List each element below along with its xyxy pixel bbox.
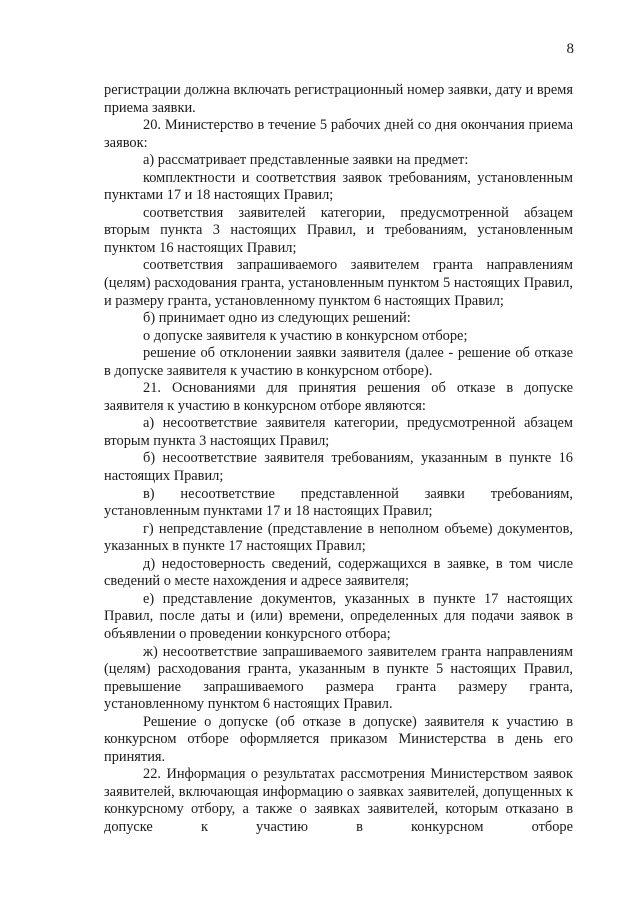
paragraph: соответствия запрашиваемого заявителем гранта направлениям (целям) расходования гранта, установленным пунктом 5 настоящих Правил, и размеру гранта, установленному пунктом 6 настоящих Правил; [104, 257, 573, 309]
paragraph: ж) несоответствие запрашиваемого заявителем гранта направлениям (целям) расходования гранта, указанным в пункте 5 настоящих Правил, превышение запрашиваемого размера гранта размеру гранта, установленному пунктом 6 настоящих Правил. [104, 643, 573, 713]
page-number: 8 [566, 41, 574, 57]
paragraph: регистрации должна включать регистрационный номер заявки, дату и время приема заявки. [104, 82, 573, 116]
paragraph: б) принимает одно из следующих решений: [143, 310, 411, 327]
paragraph: а) рассматривает представленные заявки на предмет: [143, 152, 469, 169]
paragraph: 22. Информация о результатах рассмотрения Министерством заявок заявителей, включающая информацию о заявках заявителей, допущенных к конкурсному отбору, а также о заявках заявителей, которым отказано в допуске к участию в конкурсном отборе [104, 766, 573, 835]
paragraph: решение об отклонении заявки заявителя (далее - решение об отказе в допуске заявителя к участию в конкурсном отборе). [104, 345, 573, 379]
paragraph: г) непредставление (представление в неполном объеме) документов, указанных в пункте 17 настоящих Правил; [104, 520, 573, 555]
paragraph: соответствия заявителей категории, предусмотренной абзацем вторым пункта 3 настоящих Правил, и требованиям, установленным пунктом 16 настоящих Правил; [104, 204, 573, 256]
paragraph: 21. Основаниями для принятия решения об отказе в допуске заявителя к участию в конкурсном отборе являются: [104, 380, 573, 414]
document-body [104, 82, 573, 837]
paragraph: Решение о допуске (об отказе в допуске) заявителя к участию в конкурсном отборе оформляется приказом Министерства в день его принятия. [104, 713, 573, 765]
paragraph: комплектности и соответствия заявок требованиям, установленным пунктами 17 и 18 настоящих Правил; [104, 169, 573, 204]
paragraph: д) недостоверность сведений, содержащихся в заявке, в том числе сведений о месте нахождения и адресе заявителя; [104, 555, 573, 590]
paragraph: а) несоответствие заявителя категории, предусмотренной абзацем вторым пункта 3 настоящих Правил; [104, 415, 573, 449]
paragraph: б) несоответствие заявителя требованиям, указанным в пункте 16 настоящих Правил; [104, 450, 573, 485]
paragraph: 20. Министерство в течение 5 рабочих дней со дня окончания приема заявок: [104, 117, 573, 151]
paragraph: о допуске заявителя к участию в конкурсном отборе; [143, 327, 468, 344]
paragraph: е) представление документов, указанных в пункте 17 настоящих Правил, после даты и (или) времени, определенных для подачи заявок в объявлении о проведении конкурсного отбора; [104, 590, 573, 642]
paragraph: в) несоответствие представленной заявки требованиям, установленным пунктами 17 и 18 настоящих Правил; [104, 485, 573, 520]
